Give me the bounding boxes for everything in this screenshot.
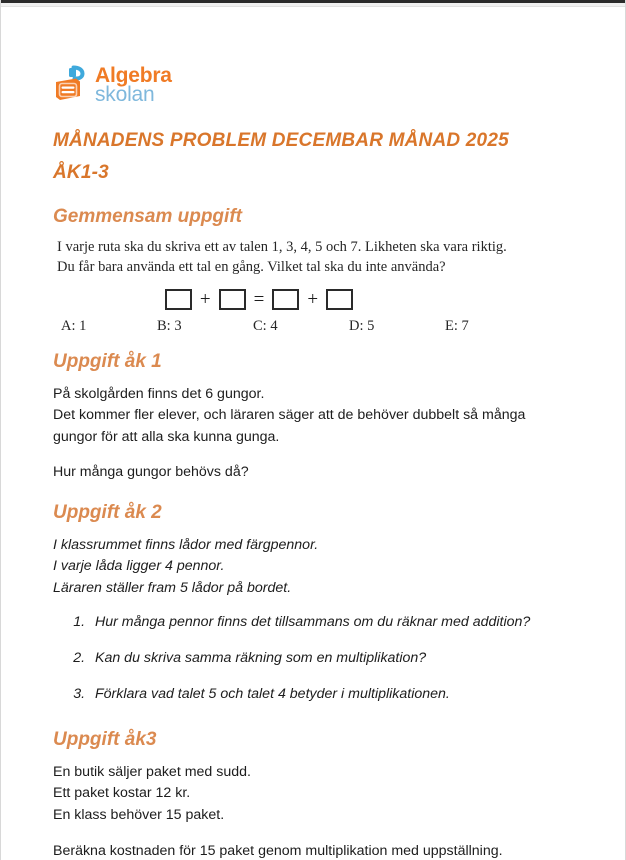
window-toolbar-strip — [1, 3, 625, 7]
page-title: MÅNADENS PROBLEM DECEMBAR MÅNAD 2025 — [53, 130, 509, 151]
equation-box-3[interactable] — [272, 289, 299, 310]
answer-options — [61, 318, 575, 335]
grade-2-task-list — [53, 613, 575, 705]
equation-operator-plus-1: + — [199, 288, 211, 310]
equation-operator-equals: = — [253, 288, 265, 310]
equation-box-1[interactable] — [165, 289, 192, 310]
answer-option-c[interactable]: C: 4 — [253, 317, 278, 334]
grade-3-line-1: En butik säljer paket med sudd. — [53, 763, 251, 780]
section-heading-grade-1: Uppgift åk 1 — [53, 350, 162, 372]
grade-1-line-2: Det kommer fler elever, och läraren säger att de behöver dubbelt så många — [53, 407, 526, 424]
common-task-line-1: I varje ruta ska du skriva ett av talen 1, 3, 4, 5 och 7. Likheten ska vara riktig. — [57, 239, 507, 256]
brand-word-skolan: skolan — [95, 83, 155, 106]
spacer — [53, 335, 575, 351]
brand-logo — [53, 62, 575, 108]
list-item: 2. Kan du skriva samma räkning som en multiplikation? — [89, 649, 575, 669]
common-task-line-2: Du får bara använda ett tal en gång. Vilket tal ska du inte använda? — [57, 258, 446, 275]
common-task-text — [57, 238, 575, 276]
equation-operator-plus-2: + — [307, 288, 319, 310]
page-subtitle: ÅK1-3 — [53, 161, 109, 183]
section-heading-common: Gemmensam uppgift — [53, 205, 242, 227]
grade-3-line-3: En klass behöver 15 paket. — [53, 806, 225, 823]
grade-2-text — [53, 535, 575, 600]
answer-option-e[interactable]: E: 7 — [445, 317, 469, 334]
answer-option-a[interactable]: A: 1 — [61, 317, 87, 334]
brand-wordmark — [95, 63, 172, 106]
brand-word-algebra: Algebra — [95, 63, 172, 87]
section-heading-grade-2: Uppgift åk 2 — [53, 501, 162, 523]
grade-2-line-3: Läraren ställer fram 5 lådor på bordet. — [53, 579, 292, 596]
answer-option-b[interactable]: B: 3 — [157, 317, 182, 334]
grade-2-line-2: I varje låda ligger 4 pennor. — [53, 558, 225, 575]
list-item: 3. Förklara vad talet 5 och talet 4 betyder i multiplikationen. — [89, 685, 575, 705]
grade-3-question: Beräkna kostnaden för 15 paket genom multiplikation med uppställning. — [53, 842, 503, 859]
spacer — [53, 721, 575, 729]
list-item: 1. Hur många pennor finns det tillsammans om du räknar med addition? — [89, 613, 575, 633]
grade-3-text — [53, 762, 575, 827]
grade-1-question: Hur många gungor behövs då? — [53, 464, 249, 481]
grade-1-text — [53, 384, 575, 449]
section-heading-grade-3: Uppgift åk3 — [53, 729, 157, 750]
answer-option-d[interactable]: D: 5 — [349, 317, 375, 334]
equation-box-2[interactable] — [219, 289, 246, 310]
equation-box-4[interactable] — [326, 289, 353, 310]
grade-1-line-3: gungor för att alla ska kunna gunga. — [53, 428, 280, 445]
document-content — [53, 62, 575, 860]
grade-3-line-2: Ett paket kostar 12 kr. — [53, 785, 191, 802]
grade-2-line-1: I klassrummet finns lådor med färgpennor. — [53, 536, 319, 553]
equation-boxes — [53, 289, 575, 310]
grade-1-line-1: På skolgården finns det 6 gungor. — [53, 385, 265, 402]
algebraskolan-logo-icon — [53, 65, 91, 105]
